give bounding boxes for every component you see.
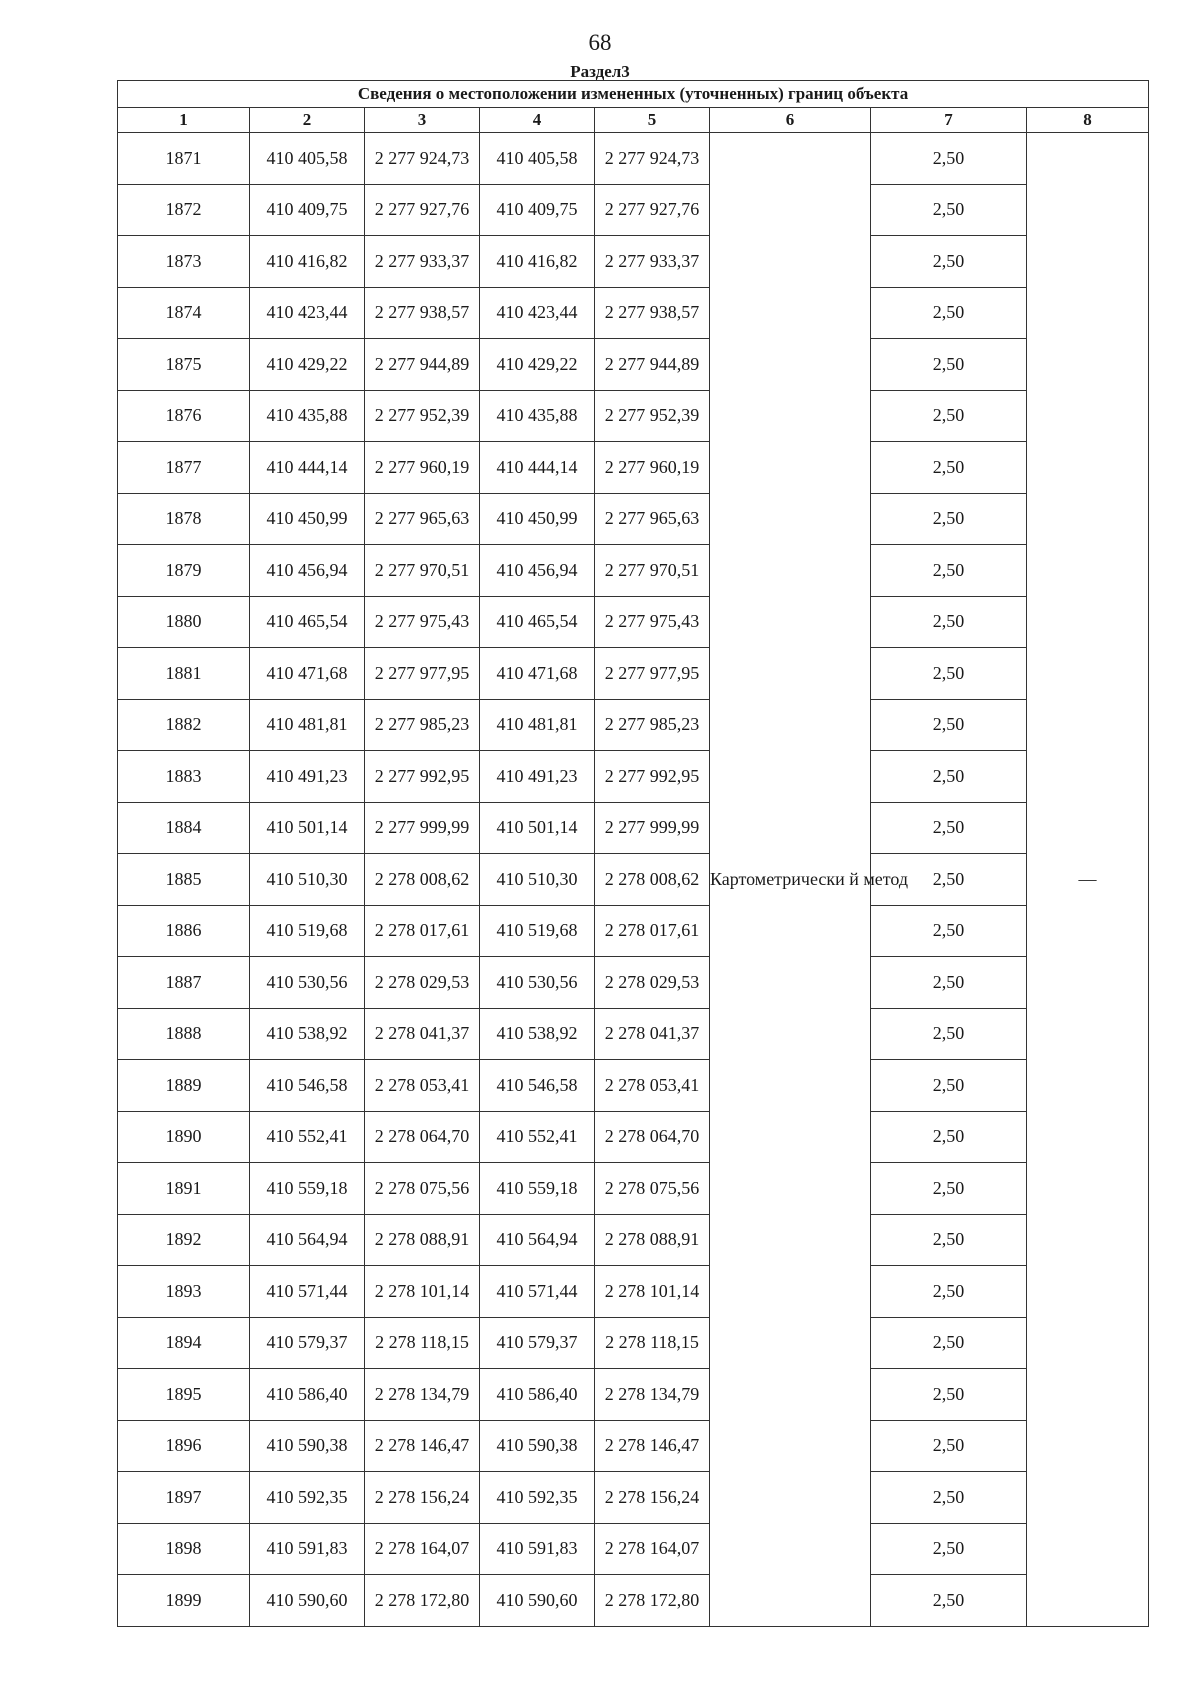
precision-cell: 2,50 [871,390,1027,442]
table-row [118,957,1149,1009]
precision-cell: 2,50 [871,648,1027,700]
precision-cell: 2,50 [871,1163,1027,1215]
section-title: Раздел3 [570,62,630,81]
y-new-cell: 2 278 029,53 [595,957,710,1009]
table-row [118,1266,1149,1318]
y-new-cell: 2 278 064,70 [595,1111,710,1163]
x-old-cell: 410 456,94 [250,545,365,597]
x-old-cell: 410 450,99 [250,493,365,545]
x-old-cell: 410 590,38 [250,1420,365,1472]
y-old-cell: 2 278 053,41 [365,1060,480,1112]
y-new-cell: 2 278 088,91 [595,1214,710,1266]
x-new-cell: 410 530,56 [480,957,595,1009]
y-old-cell: 2 278 101,14 [365,1266,480,1318]
table-caption: Сведения о местоположении измененных (уточненных) границ объекта [118,81,1149,108]
column-number: 3 [365,108,480,133]
y-new-cell: 2 277 944,89 [595,339,710,391]
x-new-cell: 410 481,81 [480,699,595,751]
precision-cell: 2,50 [871,854,1027,906]
table-row [118,1060,1149,1112]
y-old-cell: 2 277 927,76 [365,184,480,236]
table-row [118,1472,1149,1524]
y-old-cell: 2 278 164,07 [365,1523,480,1575]
point-number-cell: 1877 [118,442,250,494]
x-old-cell: 410 592,35 [250,1472,365,1524]
y-new-cell: 2 277 977,95 [595,648,710,700]
x-new-cell: 410 519,68 [480,905,595,957]
y-old-cell: 2 277 960,19 [365,442,480,494]
table-row [118,545,1149,597]
table-row [118,1008,1149,1060]
point-number-cell: 1891 [118,1163,250,1215]
table-row [118,236,1149,288]
table-row [118,905,1149,957]
point-number-cell: 1895 [118,1369,250,1421]
x-old-cell: 410 530,56 [250,957,365,1009]
y-new-cell: 2 278 118,15 [595,1317,710,1369]
x-new-cell: 410 423,44 [480,287,595,339]
x-new-cell: 410 450,99 [480,493,595,545]
y-old-cell: 2 278 064,70 [365,1111,480,1163]
x-old-cell: 410 416,82 [250,236,365,288]
y-new-cell: 2 278 134,79 [595,1369,710,1421]
x-new-cell: 410 510,30 [480,854,595,906]
x-new-cell: 410 538,92 [480,1008,595,1060]
x-old-cell: 410 471,68 [250,648,365,700]
table-row [118,133,1149,185]
x-old-cell: 410 435,88 [250,390,365,442]
y-old-cell: 2 278 041,37 [365,1008,480,1060]
x-new-cell: 410 579,37 [480,1317,595,1369]
x-new-cell: 410 429,22 [480,339,595,391]
table-row [118,184,1149,236]
x-old-cell: 410 571,44 [250,1266,365,1318]
x-new-cell: 410 591,83 [480,1523,595,1575]
precision-cell: 2,50 [871,287,1027,339]
table-row [118,699,1149,751]
x-new-cell: 410 501,14 [480,802,595,854]
y-old-cell: 2 278 156,24 [365,1472,480,1524]
point-number-cell: 1871 [118,133,250,185]
y-new-cell: 2 277 965,63 [595,493,710,545]
precision-cell: 2,50 [871,1472,1027,1524]
y-new-cell: 2 277 927,76 [595,184,710,236]
x-new-cell: 410 552,41 [480,1111,595,1163]
x-new-cell: 410 546,58 [480,1060,595,1112]
x-new-cell: 410 409,75 [480,184,595,236]
precision-cell: 2,50 [871,1369,1027,1421]
x-new-cell: 410 564,94 [480,1214,595,1266]
table-row [118,442,1149,494]
y-old-cell: 2 277 944,89 [365,339,480,391]
table-row [118,648,1149,700]
y-new-cell: 2 278 156,24 [595,1472,710,1524]
table-row [118,1163,1149,1215]
point-number-cell: 1878 [118,493,250,545]
precision-cell: 2,50 [871,1575,1027,1627]
y-new-cell: 2 278 164,07 [595,1523,710,1575]
x-old-cell: 410 465,54 [250,596,365,648]
table-row [118,1111,1149,1163]
column-number: 4 [480,108,595,133]
precision-cell: 2,50 [871,1420,1027,1472]
point-number-cell: 1897 [118,1472,250,1524]
y-old-cell: 2 277 999,99 [365,802,480,854]
x-new-cell: 410 405,58 [480,133,595,185]
point-number-cell: 1884 [118,802,250,854]
point-number-cell: 1873 [118,236,250,288]
point-number-cell: 1890 [118,1111,250,1163]
x-old-cell: 410 444,14 [250,442,365,494]
point-number-cell: 1899 [118,1575,250,1627]
precision-cell: 2,50 [871,236,1027,288]
x-old-cell: 410 510,30 [250,854,365,906]
point-number-cell: 1883 [118,751,250,803]
point-number-cell: 1882 [118,699,250,751]
precision-cell: 2,50 [871,1111,1027,1163]
x-old-cell: 410 564,94 [250,1214,365,1266]
table-row [118,1575,1149,1627]
column-number: 2 [250,108,365,133]
column-number-row [118,108,1149,133]
y-new-cell: 2 277 952,39 [595,390,710,442]
x-old-cell: 410 491,23 [250,751,365,803]
y-old-cell: 2 278 088,91 [365,1214,480,1266]
x-new-cell: 410 586,40 [480,1369,595,1421]
y-new-cell: 2 277 992,95 [595,751,710,803]
point-number-cell: 1876 [118,390,250,442]
x-old-cell: 410 579,37 [250,1317,365,1369]
point-number-cell: 1874 [118,287,250,339]
column-number: 6 [710,108,871,133]
y-old-cell: 2 277 977,95 [365,648,480,700]
point-number-cell: 1896 [118,1420,250,1472]
y-new-cell: 2 278 008,62 [595,854,710,906]
x-new-cell: 410 590,60 [480,1575,595,1627]
point-number-cell: 1886 [118,905,250,957]
table-row [118,802,1149,854]
y-new-cell: 2 278 101,14 [595,1266,710,1318]
y-new-cell: 2 277 924,73 [595,133,710,185]
x-old-cell: 410 501,14 [250,802,365,854]
precision-cell: 2,50 [871,493,1027,545]
point-number-cell: 1888 [118,1008,250,1060]
x-old-cell: 410 590,60 [250,1575,365,1627]
table-row [118,854,1149,906]
y-new-cell: 2 277 985,23 [595,699,710,751]
precision-cell: 2,50 [871,699,1027,751]
y-old-cell: 2 277 938,57 [365,287,480,339]
x-new-cell: 410 471,68 [480,648,595,700]
column-number: 1 [118,108,250,133]
table-row [118,1317,1149,1369]
table-row [118,1369,1149,1421]
x-old-cell: 410 552,41 [250,1111,365,1163]
y-new-cell: 2 278 146,47 [595,1420,710,1472]
x-old-cell: 410 546,58 [250,1060,365,1112]
y-old-cell: 2 278 075,56 [365,1163,480,1215]
x-old-cell: 410 429,22 [250,339,365,391]
x-old-cell: 410 481,81 [250,699,365,751]
y-new-cell: 2 277 960,19 [595,442,710,494]
table-row [118,493,1149,545]
precision-cell: 2,50 [871,184,1027,236]
x-old-cell: 410 586,40 [250,1369,365,1421]
point-number-cell: 1893 [118,1266,250,1318]
point-number-cell: 1889 [118,1060,250,1112]
table-row [118,1214,1149,1266]
x-new-cell: 410 435,88 [480,390,595,442]
y-new-cell: 2 277 999,99 [595,802,710,854]
x-new-cell: 410 491,23 [480,751,595,803]
y-old-cell: 2 278 118,15 [365,1317,480,1369]
x-old-cell: 410 519,68 [250,905,365,957]
y-old-cell: 2 278 134,79 [365,1369,480,1421]
precision-cell: 2,50 [871,957,1027,1009]
point-number-cell: 1894 [118,1317,250,1369]
y-new-cell: 2 277 938,57 [595,287,710,339]
table-row [118,751,1149,803]
x-old-cell: 410 405,58 [250,133,365,185]
y-new-cell: 2 278 172,80 [595,1575,710,1627]
table-row [118,390,1149,442]
x-new-cell: 410 416,82 [480,236,595,288]
y-old-cell: 2 277 970,51 [365,545,480,597]
precision-cell: 2,50 [871,596,1027,648]
table-row [118,287,1149,339]
x-old-cell: 410 538,92 [250,1008,365,1060]
y-old-cell: 2 278 172,80 [365,1575,480,1627]
point-number-cell: 1875 [118,339,250,391]
x-old-cell: 410 559,18 [250,1163,365,1215]
x-new-cell: 410 444,14 [480,442,595,494]
x-new-cell: 410 571,44 [480,1266,595,1318]
precision-cell: 2,50 [871,905,1027,957]
y-new-cell: 2 277 970,51 [595,545,710,597]
y-old-cell: 2 278 029,53 [365,957,480,1009]
y-new-cell: 2 278 041,37 [595,1008,710,1060]
y-new-cell: 2 278 075,56 [595,1163,710,1215]
page-number: 68 [588,30,612,55]
x-old-cell: 410 409,75 [250,184,365,236]
precision-cell: 2,50 [871,442,1027,494]
x-new-cell: 410 465,54 [480,596,595,648]
x-old-cell: 410 591,83 [250,1523,365,1575]
point-number-cell: 1880 [118,596,250,648]
column-number: 5 [595,108,710,133]
x-new-cell: 410 592,35 [480,1472,595,1524]
precision-cell: 2,50 [871,751,1027,803]
precision-cell: 2,50 [871,1008,1027,1060]
precision-cell: 2,50 [871,545,1027,597]
precision-cell: 2,50 [871,1060,1027,1112]
point-number-cell: 1892 [118,1214,250,1266]
table-body [118,133,1149,1627]
y-new-cell: 2 278 017,61 [595,905,710,957]
precision-cell: 2,50 [871,802,1027,854]
coordinates-table [117,80,1149,1627]
y-old-cell: 2 277 975,43 [365,596,480,648]
x-new-cell: 410 559,18 [480,1163,595,1215]
y-new-cell: 2 278 053,41 [595,1060,710,1112]
column-number: 7 [871,108,1027,133]
y-old-cell: 2 278 008,62 [365,854,480,906]
precision-cell: 2,50 [871,1523,1027,1575]
x-new-cell: 410 456,94 [480,545,595,597]
method-cell: Картометрически й метод [710,133,871,1627]
y-old-cell: 2 277 992,95 [365,751,480,803]
y-old-cell: 2 277 965,63 [365,493,480,545]
column-number: 8 [1027,108,1149,133]
precision-cell: 2,50 [871,133,1027,185]
point-number-cell: 1879 [118,545,250,597]
table-row [118,339,1149,391]
y-old-cell: 2 278 146,47 [365,1420,480,1472]
point-number-cell: 1881 [118,648,250,700]
y-old-cell: 2 277 924,73 [365,133,480,185]
y-old-cell: 2 277 985,23 [365,699,480,751]
x-old-cell: 410 423,44 [250,287,365,339]
point-number-cell: 1885 [118,854,250,906]
point-number-cell: 1898 [118,1523,250,1575]
y-old-cell: 2 278 017,61 [365,905,480,957]
point-number-cell: 1887 [118,957,250,1009]
x-new-cell: 410 590,38 [480,1420,595,1472]
y-new-cell: 2 277 933,37 [595,236,710,288]
precision-cell: 2,50 [871,339,1027,391]
precision-cell: 2,50 [871,1266,1027,1318]
point-number-cell: 1872 [118,184,250,236]
precision-cell: 2,50 [871,1214,1027,1266]
table-row [118,1420,1149,1472]
y-old-cell: 2 277 933,37 [365,236,480,288]
column8-cell: — [1027,133,1149,1627]
y-new-cell: 2 277 975,43 [595,596,710,648]
table-row [118,596,1149,648]
precision-cell: 2,50 [871,1317,1027,1369]
table-row [118,1523,1149,1575]
y-old-cell: 2 277 952,39 [365,390,480,442]
